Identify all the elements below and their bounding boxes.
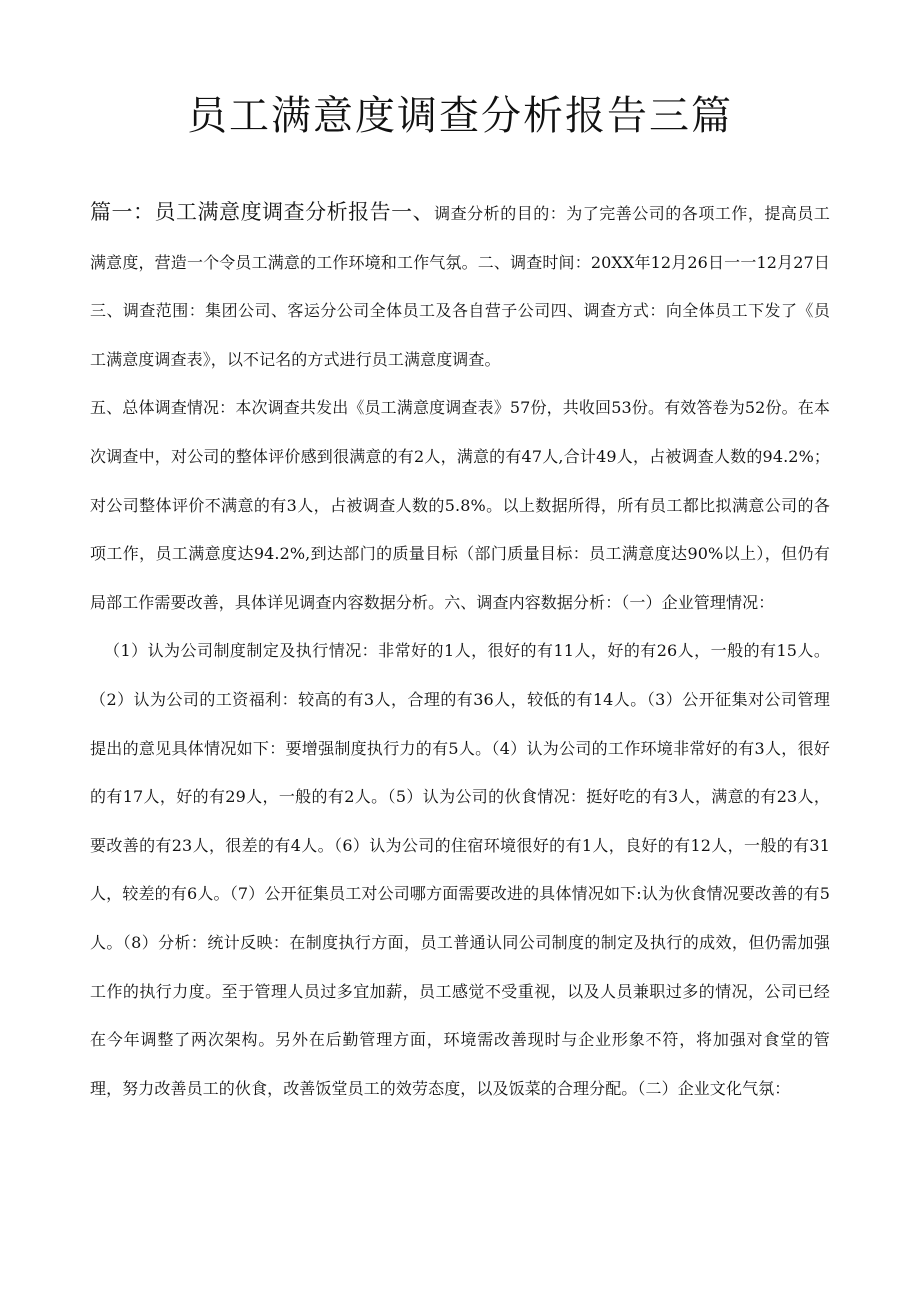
paragraph-text: 调查分析的目的：为了完善公司的各项工作，提高员工满意度，营造一个令员工满意的工作环境和工作气氛。二、调查时间：20XX年12月26日一一12月27日三、调查范围：集团公司、客运分公司全体员工及各自营子公司四、调查方式：向全体员工下发了《员工满意度调查表》，以不记名的方式进行员工满意度调查。 — [90, 204, 830, 369]
section-heading: 篇一：员工满意度调查分析报告一、 — [90, 200, 435, 224]
document-title: 员工满意度调查分析报告三篇 — [187, 93, 733, 139]
paragraph-intro — [90, 188, 830, 384]
paragraph-management-analysis: （1）认为公司制度制定及执行情况：非常好的1人，很好的有11人，好的有26人，一般的有15人。（2）认为公司的工资福利：较高的有3人，合理的有36人，较低的有14人。（3）公开征集对公司管理提出的意见具体情况如下：要增强制度执行力的有5人。（4）认为公司的工作环境非常好的有3人，很好的有17人，好的有29人，一般的有2人。（5）认为公司的伙食情况：挺好吃的有3人，满意的有23人，要改善的有23人，很差的有4人。（6）认为公司的住宿环境很好的有1人，良好的有12人，一般的有31人，较差的有6人。（7）公开征集员工对公司哪方面需要改进的具体情况如下:认为伙食情况要改善的有5人。（8）分析：统计反映：在制度执行方面，员工普通认同公司制度的制定及执行的成效，但仍需加强工作的执行力度。至于管理人员过多宜加薪，员工感觉不受重视，以及人员兼职过多的情况，公司已经在今年调整了两次架构。另外在后勤管理方面，环境需改善现时与企业形象不符，将加强对食堂的管理，努力改善员工的伙食，改善饭堂员工的效劳态度，以及饭菜的合理分配。（二）企业文化气氛： — [90, 641, 830, 1098]
document-body — [90, 188, 830, 1113]
paragraph-overall-survey: 五、总体调查情况：本次调查共发出《员工满意度调查表》57份，共收回53份。有效答卷为52份。在本次调查中，对公司的整体评价感到很满意的有2人，满意的有47人,合计49人，占被调查人数的94.2%；对公司整体评价不满意的有3人，占被调查人数的5.8%。以上数据所得，所有员工都比拟满意公司的各项工作，员工满意度达94.2%,到达部门的质量目标（部门质量目标：员工满意度达90%以上），但仍有局部工作需要改善，具体详见调查内容数据分析。六、调查内容数据分析：（一）企业管理情况： — [90, 398, 830, 612]
